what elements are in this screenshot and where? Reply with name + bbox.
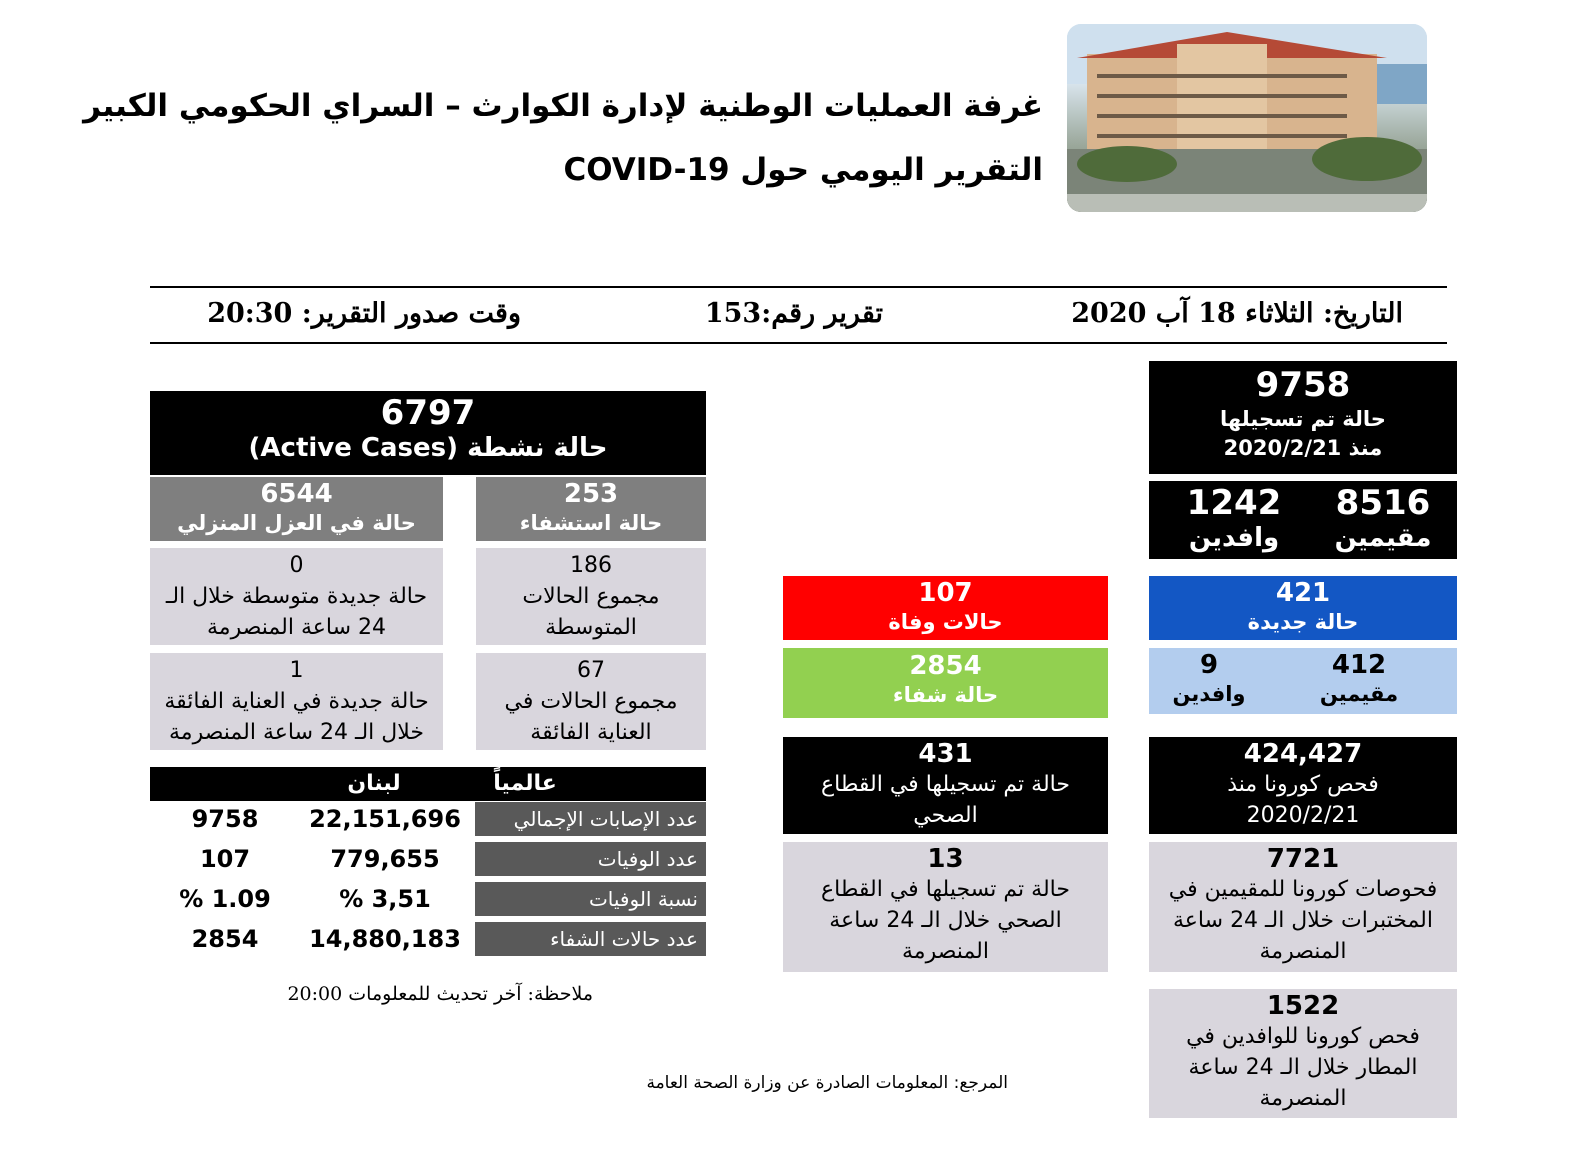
deaths-label: حالات وفاة: [888, 610, 1003, 634]
registered-total-value: 9758: [1255, 365, 1351, 405]
health-sector-24h-line-1: حالة تم تسجيلها في القطاع: [821, 877, 1070, 902]
moderate-total-value: 186: [570, 553, 612, 578]
home-isolation-label: حالة في العزل المنزلي: [177, 511, 416, 535]
health-sector-box: [783, 737, 1108, 834]
new-cases-residents-label: مقيمين: [1319, 682, 1399, 706]
registered-residents-value: 8516: [1335, 483, 1431, 523]
row-global-total: 22,151,696: [309, 805, 461, 833]
lab-tests-box: [1149, 842, 1457, 972]
moderate-new-value: 0: [289, 553, 304, 578]
lab-tests-line-2: المختبرات خلال الـ 24 ساعة: [1173, 908, 1433, 933]
tests-box: [1149, 737, 1457, 834]
home-isolation-value: 6544: [260, 479, 333, 509]
row-label-deaths: عدد الوفيات: [475, 842, 706, 876]
home-isolation-box: [150, 477, 443, 541]
moderate-total-box: [476, 548, 706, 645]
registered-arrivals-value: 1242: [1186, 483, 1282, 523]
row-label-rate: نسبة الوفيات: [475, 882, 706, 916]
row-lebanon-rate: % 1.09: [179, 885, 271, 913]
hospitalized-value: 253: [563, 479, 619, 509]
icu-new-value: 1: [289, 658, 304, 683]
icu-new-line-1: حالة جديدة في العناية الفائقة: [164, 689, 429, 714]
comparison-col-lebanon: لبنان: [347, 771, 401, 796]
comparison-col-global: عالمياً: [493, 771, 557, 796]
health-sector-value: 431: [918, 739, 973, 769]
icu-total-box: [476, 653, 706, 750]
new-cases-arrivals-label: وافدين: [1172, 682, 1246, 706]
registered-label-2: منذ 2020/2/21: [1223, 436, 1383, 460]
registered-split-box: [1149, 481, 1457, 559]
icu-total-line-1: مجموع الحالات في: [504, 689, 678, 714]
moderate-new-box: [150, 548, 443, 645]
hospitalized-box: [476, 477, 706, 541]
tests-value: 424,427: [1243, 739, 1363, 769]
row-global-rate: % 3,51: [339, 885, 431, 913]
new-cases-value: 421: [1275, 578, 1331, 608]
report-issue-time: وقت صدور التقرير: 20:30: [207, 298, 521, 329]
health-sector-24h-line-2: الصحي خلال الـ 24 ساعة: [829, 908, 1062, 933]
recovered-value: 2854: [909, 651, 982, 681]
airport-tests-line-2: المطار خلال الـ 24 ساعة: [1188, 1055, 1418, 1080]
row-lebanon-recovered: 2854: [191, 925, 259, 953]
lab-tests-value: 7721: [1266, 844, 1340, 874]
report-date: التاريخ: الثلاثاء 18 آب 2020: [1071, 298, 1403, 329]
tests-label-2: 2020/2/21: [1246, 803, 1360, 828]
health-sector-line-1: حالة تم تسجيلها في القطاع: [821, 772, 1070, 797]
government-palace-photo: [1067, 24, 1427, 212]
airport-tests-value: 1522: [1266, 991, 1340, 1021]
row-global-recovered: 14,880,183: [309, 925, 461, 953]
row-global-deaths: 779,655: [330, 845, 440, 873]
bottom-rule: [150, 342, 1447, 344]
registered-label-1: حالة تم تسجيلها: [1220, 407, 1386, 431]
health-sector-24h-line-3: المنصرمة: [902, 939, 989, 964]
moderate-total-line-2: المتوسطة: [545, 615, 637, 640]
new-cases-split-box: [1149, 648, 1457, 714]
health-sector-24h-value: 13: [927, 844, 964, 874]
hospitalized-label: حالة استشفاء: [519, 511, 663, 535]
row-lebanon-deaths: 107: [199, 845, 251, 873]
moderate-new-line-1: حالة جديدة متوسطة خلال الـ: [165, 584, 428, 609]
comparison-table: [150, 802, 706, 962]
active-cases-box: [150, 391, 706, 475]
airport-tests-line-1: فحص كورونا للوافدين في: [1186, 1024, 1420, 1049]
row-label-recovered: عدد حالات الشفاء: [475, 922, 706, 956]
icu-new-line-2: خلال الـ 24 ساعة المنصرمة: [169, 720, 424, 745]
deaths-box: [783, 576, 1108, 640]
header-title-line1: غرفة العمليات الوطنية لإدارة الكوارث – السراي الحكومي الكبير: [83, 88, 1043, 124]
airport-tests-box: [1149, 989, 1457, 1118]
tests-label-1: فحص كورونا منذ: [1227, 772, 1379, 797]
icu-total-line-2: العناية الفائقة: [530, 720, 652, 745]
registered-arrivals-label: وافدين: [1188, 523, 1280, 553]
registered-total-box: [1149, 361, 1457, 474]
update-note: ملاحظة: آخر تحديث للمعلومات 20:00: [287, 983, 593, 1005]
moderate-total-line-1: مجموع الحالات: [522, 584, 660, 609]
row-label-total: عدد الإصابات الإجمالي: [475, 802, 706, 836]
airport-tests-line-3: المنصرمة: [1259, 1086, 1347, 1111]
icu-total-value: 67: [577, 658, 605, 683]
recovered-label: حالة شفاء: [892, 683, 999, 707]
comparison-header: [150, 767, 706, 801]
source-note: المرجع: المعلومات الصادرة عن وزارة الصحة العامة: [646, 1073, 1008, 1093]
deaths-value: 107: [918, 578, 973, 608]
health-sector-24h-box: [783, 842, 1108, 972]
health-sector-line-2: الصحي: [913, 803, 978, 828]
active-cases-value: 6797: [380, 393, 476, 433]
new-cases-arrivals-value: 9: [1199, 650, 1219, 680]
new-cases-label: حالة جديدة: [1247, 610, 1359, 634]
new-cases-box: [1149, 576, 1457, 640]
row-lebanon-total: 9758: [191, 805, 259, 833]
header-title-line2: التقرير اليومي حول COVID-19: [563, 152, 1043, 188]
icu-new-box: [150, 653, 443, 750]
recovered-box: [783, 648, 1108, 718]
lab-tests-line-1: فحوصات كورونا للمقيمين في: [1168, 877, 1438, 902]
new-cases-residents-value: 412: [1331, 650, 1387, 680]
top-rule: [150, 286, 1447, 288]
registered-residents-label: مقيمين: [1334, 523, 1432, 553]
report-number: تقرير رقم:153: [704, 298, 883, 329]
active-cases-label: حالة نشطة (Active Cases): [248, 433, 608, 463]
moderate-new-line-2: 24 ساعة المنصرمة: [206, 615, 386, 640]
lab-tests-line-3: المنصرمة: [1259, 939, 1347, 964]
